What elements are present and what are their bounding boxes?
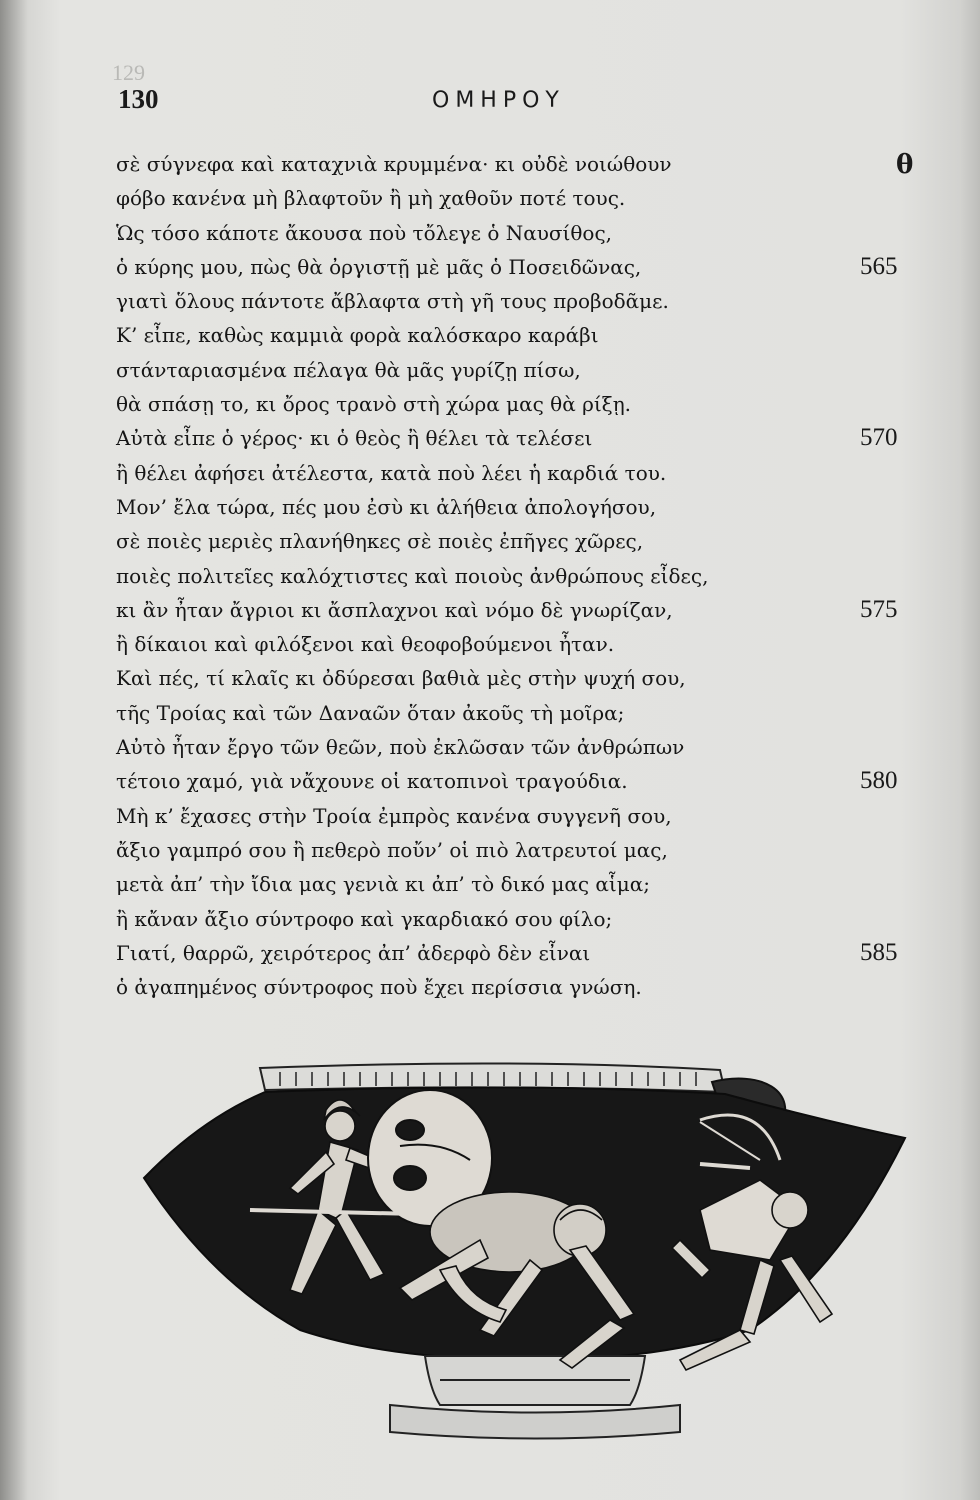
verse-text: ἢ δίκαιοι καὶ φιλόξενοι καὶ θεοφοβούμενοι ἦταν.	[116, 632, 615, 657]
verse-text: τῆς Τροίας καὶ τῶν Δαναῶν ὅταν ἀκοῦς τὴ μοῖρα;	[116, 700, 625, 725]
verse-line	[116, 833, 916, 867]
verse-text: σὲ ποιὲς μεριὲς πλανήθηκες σὲ ποιὲς ἐπῆγες χῶρες,	[116, 529, 644, 554]
page-number: 130	[118, 84, 159, 114]
verse-line	[116, 147, 916, 181]
verse-text: στάνταριασμένα πέλαγα θὰ μᾶς γυρίζῃ πίσω,	[116, 357, 581, 382]
verse-line	[116, 216, 916, 250]
verse-text: Ὡς τόσο κάποτε ἄκουσα ποὺ τὄλεγε ὁ Ναυσίθος,	[116, 220, 613, 245]
vase-painting-illustration	[140, 1060, 910, 1480]
verse-text: Αὐτὸ ἦταν ἔργο τῶν θεῶν, ποὺ ἐκλῶσαν τῶν ἀνθρώπων	[116, 735, 685, 760]
verse-text: θὰ σπάσῃ το, κι ὄρος τρανὸ στὴ χώρα μας θὰ ρίξῃ.	[116, 392, 632, 417]
verse-line	[116, 387, 916, 421]
verse-text: ἢ θέλει ἀφήσει ἀτέλεστα, κατὰ ποὺ λέει ἡ καρδιά του.	[116, 460, 667, 485]
verse-text: ὁ ἀγαπημένος σύντροφος ποὺ ἔχει περίσσια γνώση.	[116, 975, 642, 1000]
verse-text: Μὴ κ’ ἔχασες στὴν Τροία ἐμπρὸς κανένα συγγενῆ σου,	[116, 803, 672, 828]
verse-line	[116, 936, 916, 970]
vessel-base	[390, 1405, 680, 1439]
verse-text: ποιὲς πολιτεῖες καλόχτιστες καὶ ποιοὺς ἀνθρώπους εἶδες,	[116, 563, 709, 588]
verse-text: γιατὶ ὅλους πάντοτε ἄβλαφτα στὴ γῆ τους προβοδᾶμε.	[116, 289, 669, 314]
verse-text: φόβο κανένα μὴ βλαφτοῦν ἢ μὴ χαθοῦν ποτέ τους.	[116, 186, 626, 211]
verse-line	[116, 970, 916, 1004]
verse-line	[116, 627, 916, 661]
verse-line	[116, 524, 916, 558]
verse-text: Γιατί, θαρρῶ, χειρότερος ἀπ’ ἀδερφὸ δὲν εἶναι	[116, 940, 591, 965]
verse-text: σὲ σύγνεφα καὶ καταχνιὰ κρυμμένα· κι οὐδὲ νοιώθουν	[116, 152, 672, 176]
verse-number: 575	[860, 595, 898, 623]
verse-line	[116, 181, 916, 215]
verse-text: μετὰ ἀπ’ τὴν ἴδια μας γενιὰ κι ἀπ’ τὸ δικό μας αἷμα;	[116, 872, 651, 897]
running-title: ΟΜΗΡΟΥ	[432, 88, 565, 113]
verse-text: Αὐτὰ εἶπε ὁ γέρος· κι ὁ θεὸς ἢ θέλει τὰ τελέσει	[116, 426, 593, 451]
verse-line	[116, 730, 916, 764]
verse-line	[116, 284, 916, 318]
verse-line	[116, 696, 916, 730]
verse-text: ὁ κύρης μου, πὼς θὰ ὀργιστῇ μὲ μᾶς ὁ Ποσειδῶνας,	[116, 254, 642, 279]
verse-text: Μον’ ἔλα τώρα, πές μου ἐσὺ κι ἀλήθεια ἀπολογήσου,	[116, 494, 657, 519]
verse-number: 580	[860, 767, 898, 795]
verse-line	[116, 593, 916, 627]
verse-line	[116, 661, 916, 695]
verse-number: 565	[860, 252, 898, 280]
verse-line	[116, 559, 916, 593]
verse-text: ἢ κἄναν ἄξιο σύντροφο καὶ γκαρδιακό σου φίλο;	[116, 906, 613, 931]
verse-text: Καὶ πές, τί κλαῖς κι ὀδύρεσαι βαθιὰ μὲς στὴν ψυχή σου,	[116, 666, 686, 691]
verse-text: ἄξιο γαμπρό σου ἢ πεθερὸ ποὔν’ οἱ πιὸ λατρευτοί μας,	[116, 837, 668, 862]
verse-line	[116, 902, 916, 936]
verse-line	[116, 490, 916, 524]
verse-line	[116, 799, 916, 833]
verse-text: τέτοιο χαμό, γιὰ νἄχουνε οἱ κατοπινοὶ τραγούδια.	[116, 769, 628, 794]
verse-line	[116, 764, 916, 798]
verse-line	[116, 456, 916, 490]
verse-line	[116, 250, 916, 284]
verse-text: Κ’ εἶπε, καθὼς καμμιὰ φορὰ καλόσκαρο καράβι	[116, 323, 599, 348]
verse-text: κι ἂν ἦταν ἄγριοι κι ἄσπλαχνοι καὶ νόμο δὲ γνωρίζαν,	[116, 597, 673, 622]
verse-line	[116, 867, 916, 901]
bleed-through-text: 129	[112, 60, 145, 85]
verse-line	[116, 421, 916, 455]
verse-number: 570	[860, 424, 898, 452]
corner-letter: θ	[896, 150, 914, 180]
verse-line	[116, 318, 916, 352]
verse-block	[116, 147, 916, 1004]
verse-line	[116, 353, 916, 387]
verse-number: 585	[860, 938, 898, 966]
